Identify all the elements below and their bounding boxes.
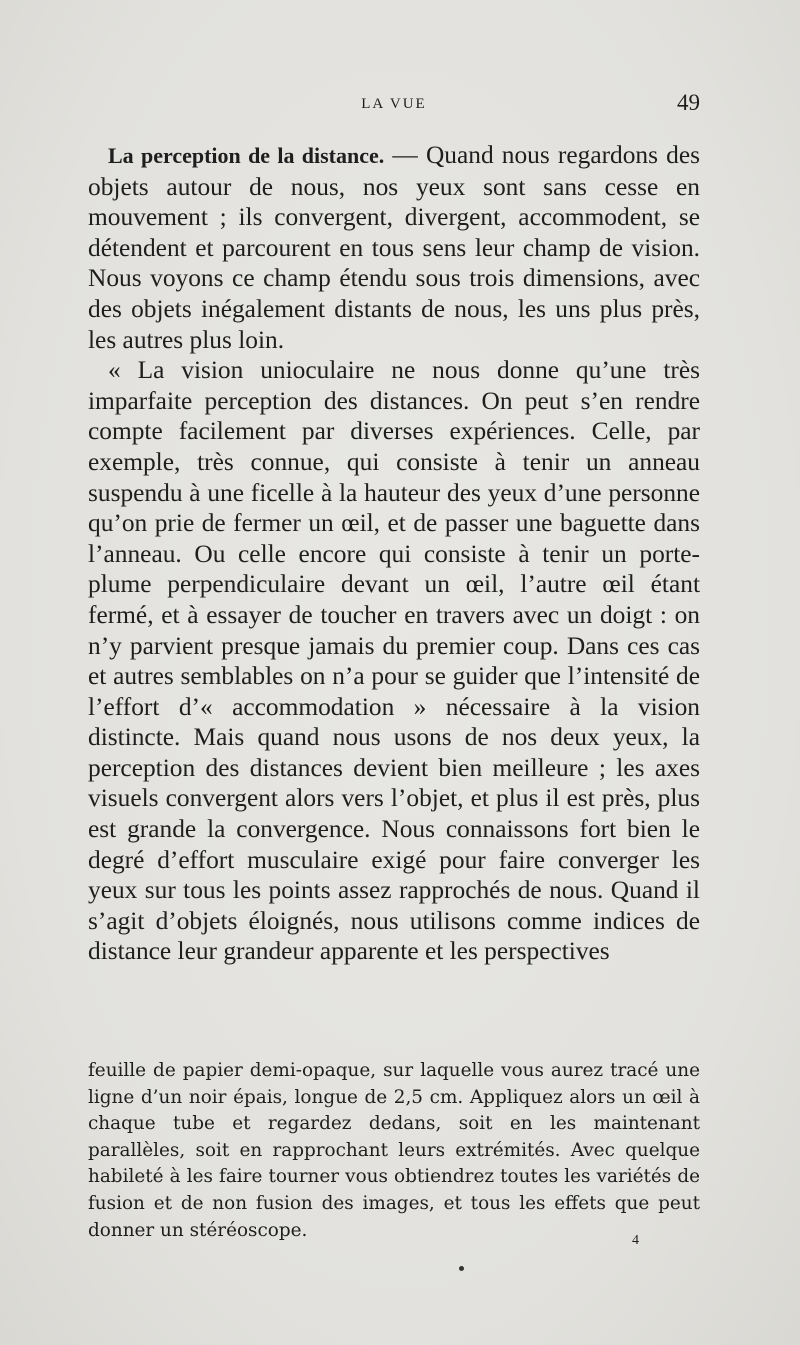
- signature-mark: 4: [632, 1233, 639, 1248]
- page-number: 49: [677, 90, 700, 115]
- paragraph: « La vision unioculaire ne nous donne qu’une très imparfaite perception des distances. On peut s’en rendre compte facilement par diverses expériences. Celle, par exemple, très connue, qui consiste à tenir un anneau suspendu à une ficelle à la hauteur des yeux d’une personne qu’on prie de fermer un œil, et de passer une baguette dans l’anneau. Ou celle encore qui consiste à tenir un porte-plume perpendiculaire devant un œil, l’autre œil étant fermé, et à essayer de toucher en travers avec un doigt : on n’y parvient presque jamais du premier coup. Dans ces cas et autres semblables on n’a pour se guider que l’intensité de l’effort d’« accommodation » nécessaire à la vision distincte. Mais quand nous usons de nos deux yeux, la perception des distances devient bien meilleure ; les axes visuels convergent alors vers l’objet, et plus il est près, plus est grande la convergence. Nous connaissons fort bien le degré d’effort musculaire exigé pour faire converger les yeux sur tous les points assez rapprochés de nous. Quand il s’agit d’objets éloignés, nous utilisons comme indices de distance leur grandeur apparente et les perspectives: [88, 356, 700, 966]
- running-title: LA VUE: [361, 96, 427, 112]
- running-head: [88, 92, 700, 120]
- paragraph-text: — Quand nous regardons des objets autour de nous, nos yeux sont sans cesse en mouvement ; ils convergent, divergent, accommodent, se détendent et parcourent en tous sens leur champ de vision. Nous voyons ce champ étendu sous trois dimensions, avec des objets inégalement distants de nous, les uns plus près, les autres plus loin.: [88, 141, 701, 354]
- footnote: [88, 1058, 700, 1244]
- ink-dot: [459, 1266, 464, 1271]
- paragraph: [88, 140, 700, 355]
- section-heading: La perception de la distance.: [108, 143, 385, 168]
- body-text: [88, 140, 700, 967]
- footnote-text: feuille de papier demi-opaque, sur laquelle vous aurez tracé une ligne d’un noir épais, longue de 2,5 cm. Appliquez alors un œil à chaque tube et regardez dedans, soit en les maintenant parallèles, soit en rapprochant leurs extrémités. Avec quelque habileté à les faire tourner vous obtiendrez toutes les variétés de fusion et de non fusion des images, et tous les effets que peut donner un stéréoscope.: [88, 1060, 700, 1241]
